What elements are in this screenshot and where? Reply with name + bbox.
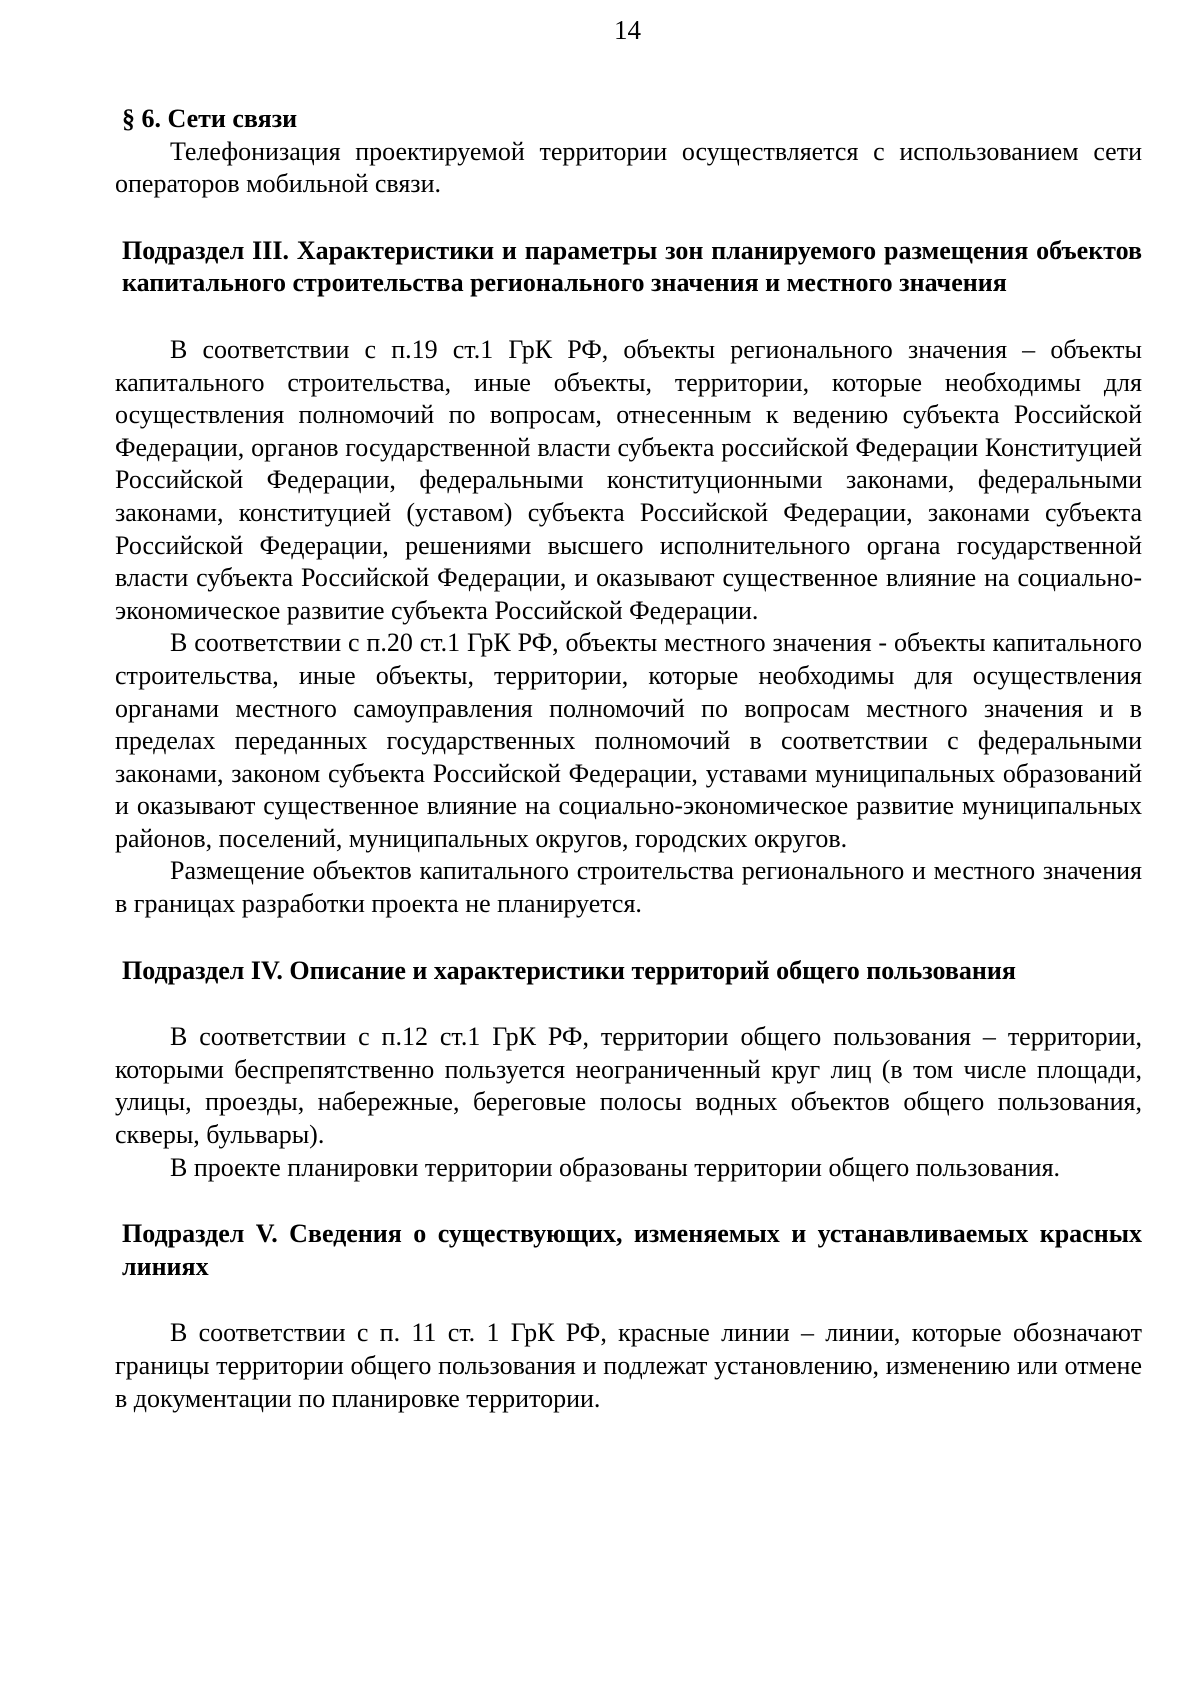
- section-6-title: § 6. Сети связи: [122, 104, 298, 133]
- spacer: [115, 1184, 1142, 1218]
- subsection-3-paragraph: В соответствии с п.20 ст.1 ГрК РФ, объекты местного значения - объекты капитального строительства, иные объекты, территории, которые необходимы для осуществления органами местного самоуправления полномочий по вопросам местного значения и в пределах переданных государственных полномочий в соответствии с федеральными законами, законом субъекта Российской Федерации, уставами муниципальных образований и оказывают существенное влияние на социально-экономическое развитие муниципальных районов, поселений, муниципальных округов, городских округов.: [115, 628, 1142, 853]
- section-6-paragraph: Телефонизация проектируемой территории осуществляется с использованием сети операторов мобильной связи.: [115, 136, 1142, 199]
- subsection-4-paragraph: В соответствии с п.12 ст.1 ГрК РФ, территории общего пользования – территории, которыми беспрепятственно пользуется неограниченный круг лиц (в том числе площади, улицы, проезды, набережные, береговые полосы водных объектов общего пользования, скверы, бульвары).: [115, 1022, 1142, 1150]
- subsection-5-title: Подраздел V. Сведения о существующих, изменяемых и устанавливаемых красных линиях: [122, 1219, 1142, 1281]
- spacer: [115, 201, 1142, 235]
- subsection-3-title: Подраздел III. Характеристики и параметры зон планируемого размещения объектов капитального строительства регионального значения и местного значения: [122, 235, 1142, 298]
- spacer: [115, 987, 1142, 1021]
- subsection-4-paragraph: В проекте планировки территории образованы территории общего пользования.: [170, 1152, 1061, 1182]
- page-content: [115, 103, 1142, 1415]
- subsection-3-paragraph: Размещение объектов капитального строительства регионального и местного значения в границах разработки проекта не планируется.: [115, 856, 1142, 919]
- subsection-3-paragraph: В соответствии с п.19 ст.1 ГрК РФ, объекты регионального значения – объекты капитального строительства, иные объекты, территории, которые необходимы для осуществления полномочий по вопросам, отнесенным к ведению субъекта Российской Федерации, органов государственной власти субъекта российской Федерации Конституцией Российской Федерации, федеральными конституционными законами, федеральными законами, конституцией (уставом) субъекта Российской Федерации, законами субъекта Российской Федерации, решениями высшего исполнительного органа государственной власти субъекта Российской Федерации, и оказывают существенное влияние на социально-экономическое развитие субъекта Российской Федерации.: [115, 334, 1142, 625]
- spacer: [115, 1283, 1142, 1317]
- spacer: [115, 300, 1142, 334]
- subsection-4-title: Подраздел IV. Описание и характеристики территорий общего пользования: [122, 955, 1016, 985]
- page-number: 14: [614, 15, 641, 45]
- spacer: [115, 921, 1142, 955]
- subsection-5-paragraph: В соответствии с п. 11 ст. 1 ГрК РФ, красные линии – линии, которые обозначают границы территории общего пользования и подлежат установлению, изменению или отмене в документации по планировке территории.: [115, 1318, 1142, 1413]
